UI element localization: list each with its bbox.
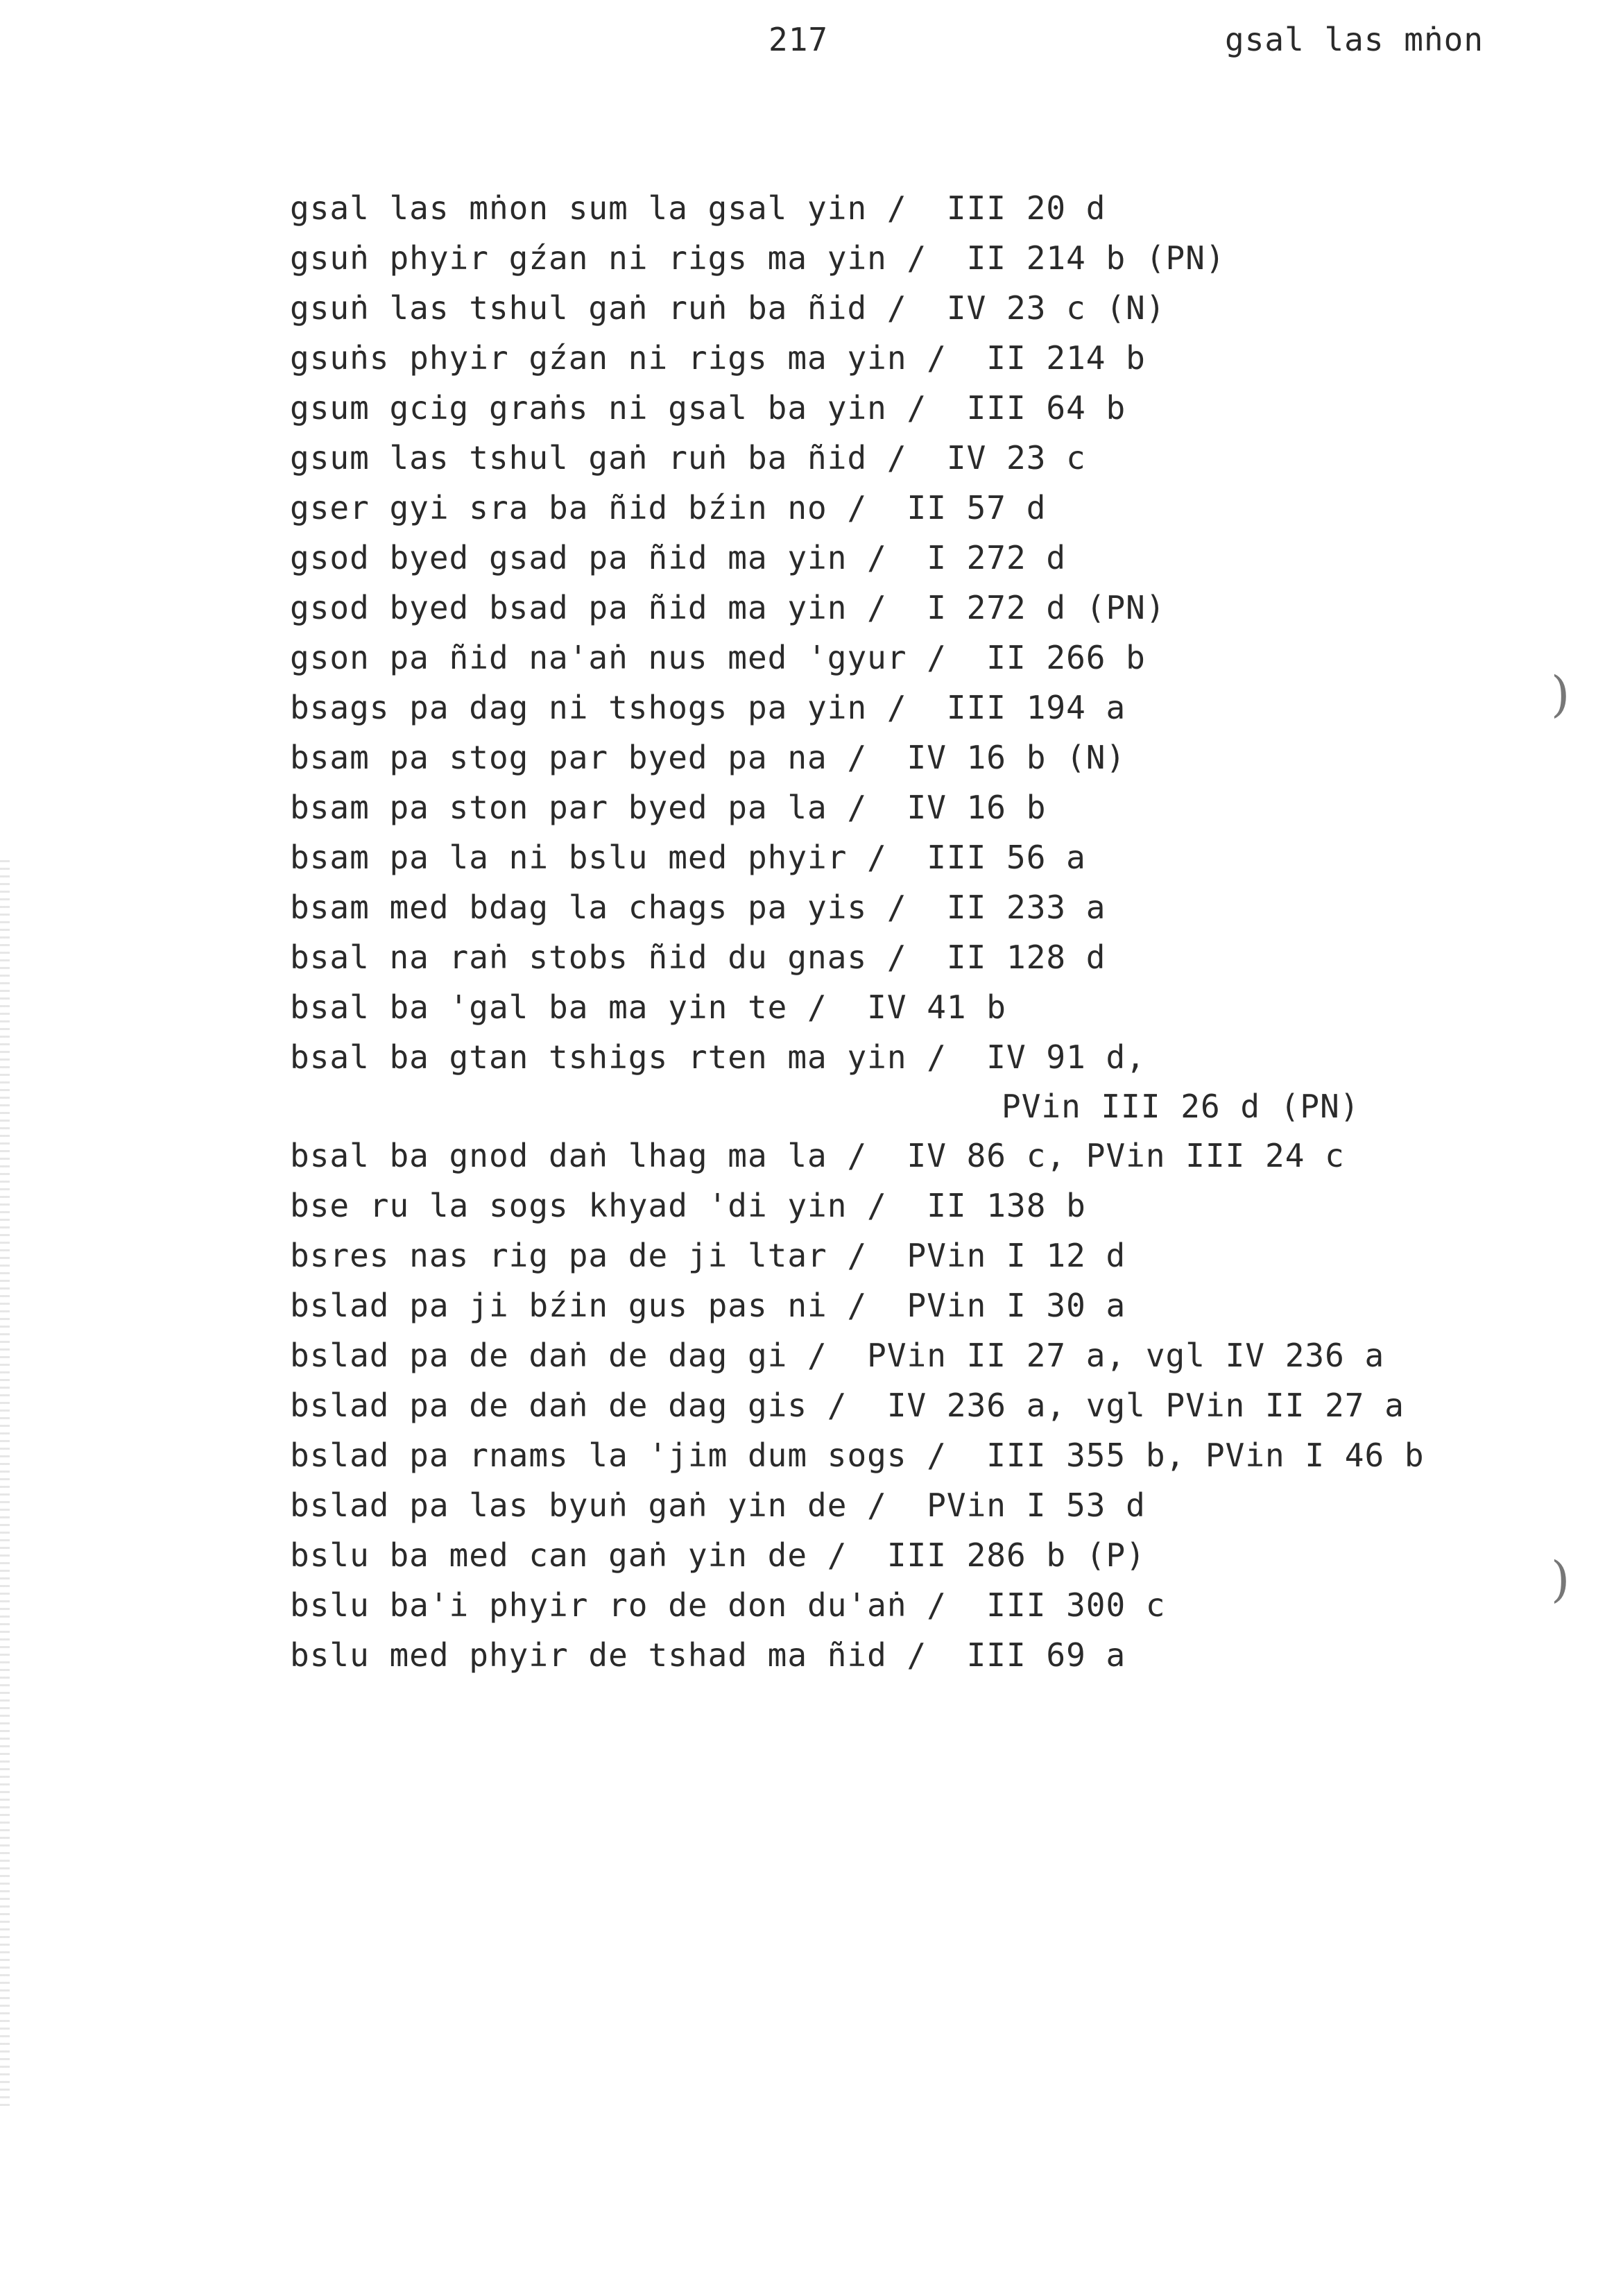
verse-entry-text: gsod byed bsad pa ñid ma yin / I 272 d (PN)	[290, 589, 1166, 626]
verse-entry	[290, 882, 1425, 932]
verse-entry-text: gser gyi sra ba ñid bźin no / II 57 d	[290, 489, 1047, 526]
verse-entry-text: bslu med phyir de tshad ma ñid / III 69 a	[290, 1636, 1126, 1674]
verse-entry	[290, 1131, 1425, 1181]
verse-entry	[290, 1330, 1425, 1380]
verse-entry-text: gsum gcig graṅs ni gsal ba yin / III 64 b	[290, 389, 1126, 427]
verse-entry	[290, 832, 1425, 882]
verse-entry-text: bsam pa stog par byed pa na / IV 16 b (N)	[290, 739, 1126, 776]
page-number: 217	[768, 21, 829, 58]
verse-entry-text: bslad pa ji bźin gus pas ni / PVin I 30 a	[290, 1287, 1126, 1324]
verse-entry	[290, 782, 1425, 832]
verse-entry-text: bsags pa dag ni tshogs pa yin / III 194 a	[290, 689, 1126, 726]
verse-entry-text: bsam pa ston par byed pa la / IV 16 b	[290, 789, 1047, 826]
verse-entry-text: bsam med bdag la chags pa yis / II 233 a	[290, 889, 1106, 926]
verse-entry	[290, 1280, 1425, 1330]
verse-entry-text: gson pa ñid na'aṅ nus med 'gyur / II 266 b	[290, 639, 1146, 676]
verse-entry-text: gsuṅ las tshul gaṅ ruṅ ba ñid / IV 23 c (N)	[290, 289, 1166, 327]
verse-entry-continuation: PVin III 26 d (PN)	[1002, 1088, 1360, 1125]
verse-entry	[290, 233, 1425, 283]
verse-entry	[290, 1430, 1425, 1480]
verse-entry-text: bsres nas rig pa de ji ltar / PVin I 12 d	[290, 1237, 1126, 1274]
verse-entry-text: gsum las tshul gaṅ ruṅ ba ñid / IV 23 c	[290, 439, 1086, 477]
verse-entry-text: bslad pa de daṅ de dag gis / IV 236 a, vgl PVin II 27 a	[290, 1387, 1405, 1424]
verse-entry-text: bsal na raṅ stobs ñid du gnas / II 128 d	[290, 939, 1106, 976]
verse-entry	[290, 1630, 1425, 1680]
verse-entry	[290, 1032, 1425, 1131]
verse-entry	[290, 533, 1425, 583]
scan-edge-artifact	[0, 860, 10, 2109]
verse-entry	[290, 733, 1425, 782]
verse-entry	[290, 1380, 1425, 1430]
verse-index-list	[290, 183, 1425, 1680]
verse-entry	[290, 283, 1425, 333]
verse-entry-text: bsal ba gtan tshigs rten ma yin / IV 91 d,	[290, 1038, 1146, 1076]
verse-entry	[290, 583, 1425, 633]
verse-entry	[290, 333, 1425, 383]
verse-entry-text: bslad pa rnams la 'jim dum sogs / III 355 b, PVin I 46 b	[290, 1437, 1425, 1474]
verse-entry-text: gsuṅ phyir gźan ni rigs ma yin / II 214 b (PN)	[290, 239, 1226, 277]
verse-entry	[290, 183, 1425, 233]
running-head: gsal las mṅon	[1225, 21, 1484, 58]
verse-entry-text: bslad pa las byuṅ gaṅ yin de / PVin I 53 d	[290, 1487, 1146, 1524]
verse-entry	[290, 982, 1425, 1032]
verse-entry	[290, 1231, 1425, 1280]
verse-entry-text: gsal las mṅon sum la gsal yin / III 20 d	[290, 189, 1106, 227]
verse-entry	[290, 683, 1425, 733]
verse-entry-text: bsam pa la ni bslu med phyir / III 56 a	[290, 839, 1086, 876]
verse-entry-text: bslu ba med can gaṅ yin de / III 286 b (P)	[290, 1536, 1146, 1574]
verse-entry	[290, 932, 1425, 982]
verse-entry	[290, 433, 1425, 483]
verse-entry-text: bsal ba 'gal ba ma yin te / IV 41 b	[290, 988, 1006, 1026]
verse-entry-text: gsuṅs phyir gźan ni rigs ma yin / II 214 b	[290, 339, 1146, 377]
verse-entry	[290, 1530, 1425, 1580]
verse-entry-text: bslu ba'i phyir ro de don du'aṅ / III 300 c	[290, 1586, 1166, 1624]
verse-entry	[290, 1580, 1425, 1630]
verse-entry	[290, 633, 1425, 683]
verse-entry-text: bslad pa de daṅ de dag gi / PVin II 27 a, vgl IV 236 a	[290, 1337, 1385, 1374]
verse-entry-text: bse ru la sogs khyad 'di yin / II 138 b	[290, 1187, 1086, 1224]
verse-entry	[290, 383, 1425, 433]
verse-entry	[290, 1181, 1425, 1231]
margin-bracket-mark: )	[1551, 1551, 1570, 1608]
margin-bracket-mark: )	[1551, 666, 1570, 723]
verse-entry	[290, 1480, 1425, 1530]
verse-entry-text: gsod byed gsad pa ñid ma yin / I 272 d	[290, 539, 1067, 576]
verse-entry-text: bsal ba gnod daṅ lhag ma la / IV 86 c, PVin III 24 c	[290, 1137, 1345, 1174]
verse-entry	[290, 483, 1425, 533]
